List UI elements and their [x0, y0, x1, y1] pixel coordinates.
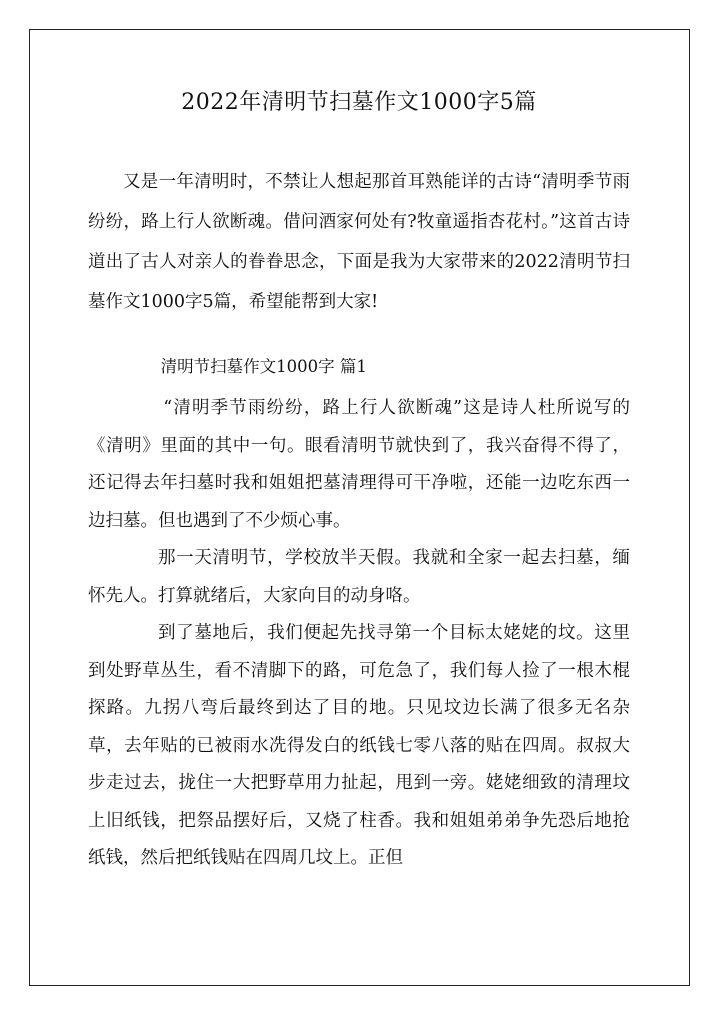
intro-paragraph: 又是一年清明时，不禁让人想起那首耳熟能详的古诗“清明季节雨纷纷，路上行人欲断魂。借问酒家何处有?牧童遥指杏花村。”这首古诗道出了古人对亲人的眷眷思念，下面是我为大家带来的2022清明节扫墓作文1000字5篇，希望能帮到大家! [88, 172, 630, 312]
section-heading: 清明节扫墓作文1000字 篇1 [160, 357, 367, 376]
document-title: 2022年清明节扫墓作文1000字5篇 [181, 90, 537, 115]
paragraph-3: 到了墓地后，我们便起先找寻第一个目标太姥姥的坟。这里到处野草丛生，看不清脚下的路，可危急了，我们每人捡了一根木棍探路。九拐八弯后最终到达了目的地。只见坟边长满了很多无名杂草，去年贴的已被雨水冼得发白的纸钱七零八落的贴在四周。叔叔大步走过去，拢住一大把野草用力扯起，甩到一旁。姥姥细致的清理坟上旧纸钱，把祭品摆好后，又烧了柱香。我和姐姐弟弟争先恐后地抢纸钱，然后把纸钱贴在四周几坟上。正但 [88, 623, 630, 868]
paragraph-2: 那一天清明节，学校放半天假。我就和全家一起去扫墓，缅怀先人。打算就绪后，大家向目的动身咯。 [88, 548, 630, 606]
paragraph-1: “清明季节雨纷纷，路上行人欲断魂”这是诗人杜所说写的《清明》里面的其中一句。眼看清明节就快到了，我兴奋得不得了，还记得去年扫墓时我和姐姐把墓清理得可干净啦，还能一边吃东西一边扫墓。但也遇到了不少烦心事。 [88, 398, 630, 531]
essay-paragraphs [88, 390, 630, 878]
